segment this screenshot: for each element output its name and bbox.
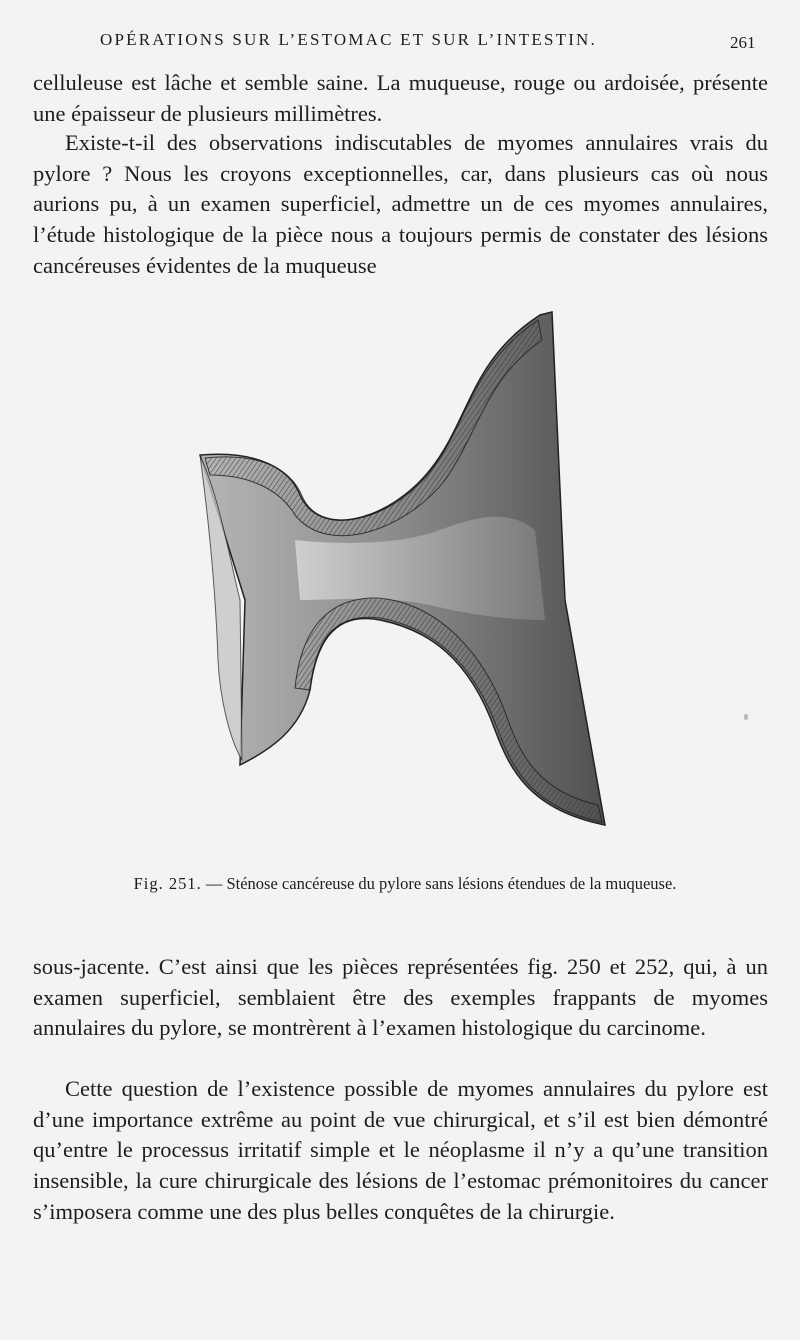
paragraph-surgical-importance: Cette question de l’existence possible de myomes annulaires du pylore est d’une importance extrême au point de vue chirurgical, et s’il est bien démontré qu’entre le processus irritatif simple et le néoplasme il n’y a qu’une transition insensible, la cure chirurgicale des lésions de l’estomac prémonitoires du cancer s’imposera comme une des plus belles conquêtes de la chirurgie.	[33, 1076, 768, 1224]
figure-caption	[110, 873, 700, 895]
paragraph-continuation: celluleuse est lâche et semble saine. La muqueuse, rouge ou ardoisée, présente une épaisseur de plusieurs millimètres.	[33, 70, 768, 126]
paragraph-myomes-question: Existe-t-il des observations indiscutables de myomes annulaires vrais du pylore ? Nous les croyons exceptionnelles, car, dans plusieurs cas où nous aurions pu, à un examen superficiel, admettre un de ces myomes annulaires, l’étude histologique de la pièce nous a toujours permis de constater des lésions cancéreuses évidentes de la muqueuse	[33, 130, 768, 278]
figure-label: Fig. 251.	[133, 874, 202, 893]
page-number: 261	[730, 33, 756, 52]
figure-illustration	[180, 300, 620, 845]
paragraph-sous-jacente: sous-jacente. C’est ainsi que les pièces représentées fig. 250 et 252, qui, à un examen superficiel, semblaient être des exemples frappants de myomes annulaires du pylore, se montrèrent à l’examen histologique du carcinome.	[33, 954, 768, 1041]
running-title: OPÉRATIONS SUR L’ESTOMAC ET SUR L’INTESTIN.	[100, 30, 597, 49]
figure-caption-text: — Sténose cancéreuse du pylore sans lésions étendues de la muqueuse.	[205, 874, 677, 893]
print-speck	[744, 714, 748, 720]
